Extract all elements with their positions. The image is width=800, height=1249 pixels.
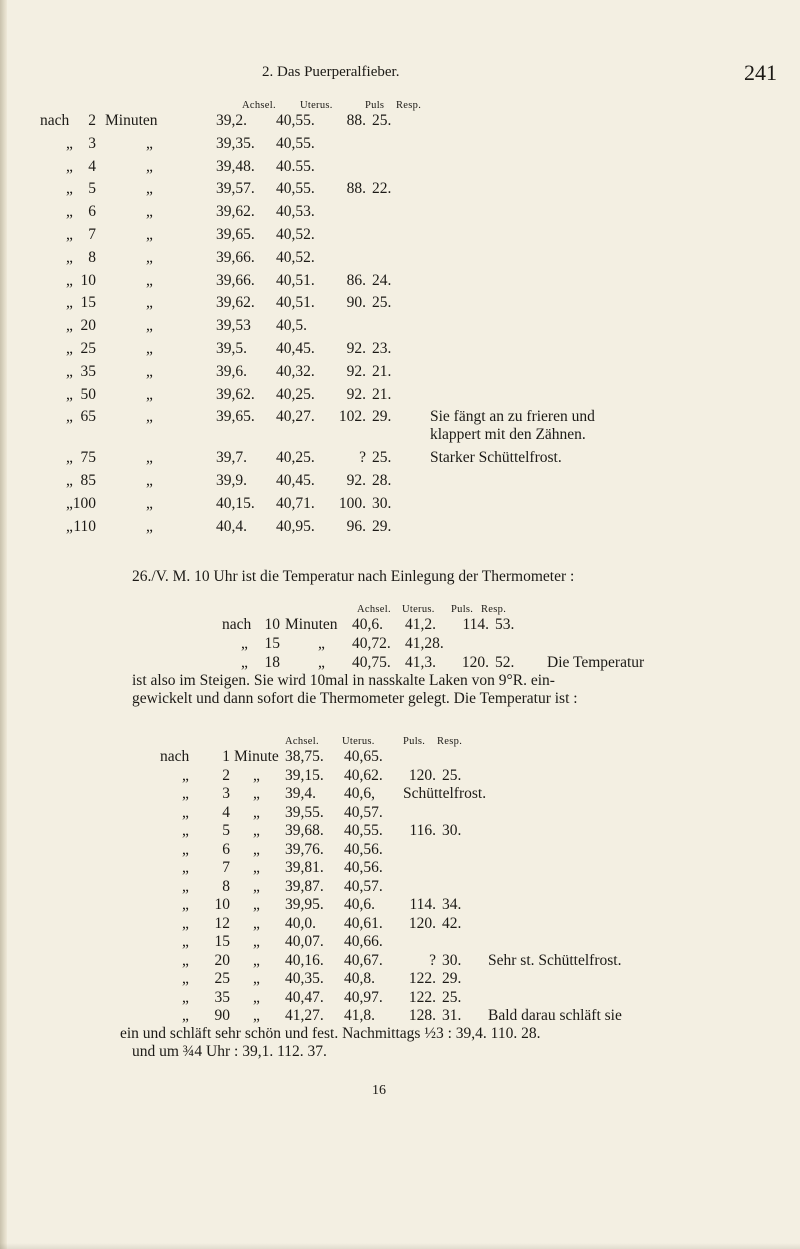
cell-achsel: 39,9. — [216, 472, 247, 489]
cell-achsel: 39,65. — [216, 226, 255, 243]
cell-resp: 29. — [372, 517, 392, 535]
cell-achsel: 39,15. — [285, 766, 324, 784]
row-minutes: 2 — [88, 112, 96, 129]
cell-uterus: 40,51. — [276, 294, 315, 312]
cell-uterus: 40,53. — [276, 203, 315, 221]
cell-achsel: 39,7. — [216, 449, 247, 467]
cell-uterus: 40,51. — [276, 271, 315, 289]
row-prefix: „ — [182, 840, 189, 858]
row-minutes: 7 — [222, 859, 230, 876]
row-unit: „ — [146, 294, 153, 312]
cell-uterus: 40.55. — [276, 157, 315, 175]
cell-achsel: 39,53 — [216, 317, 251, 335]
cell-puls: 90. — [346, 294, 366, 312]
cell-uterus: 40,97. — [344, 988, 383, 1006]
cell-uterus: 40,67. — [344, 951, 383, 969]
signature-mark: 16 — [372, 1083, 386, 1098]
t1-col-resp: Resp. — [396, 100, 422, 111]
cell-puls: 114. — [462, 616, 489, 633]
cell-resp: 25. — [442, 988, 462, 1006]
cell-uterus: 40,45. — [276, 340, 315, 357]
row-minutes: 50 — [80, 385, 96, 403]
cell-resp: 28. — [372, 472, 392, 489]
cell-achsel: 39,5. — [216, 340, 247, 357]
row-unit: „ — [146, 203, 153, 221]
row-unit: „ — [146, 317, 153, 335]
cell-uterus: 40,6. — [344, 896, 375, 913]
cell-puls: 92. — [346, 362, 366, 380]
cell-resp: 52. — [495, 654, 515, 671]
cell-resp: 21. — [372, 362, 392, 380]
cell-uterus: 40,95. — [276, 517, 315, 535]
row-unit: „ — [146, 472, 153, 489]
cell-achsel: 39,62. — [216, 294, 255, 312]
row-minutes: 65 — [80, 408, 96, 426]
row-minutes: 3 — [88, 134, 96, 152]
cell-puls: 114. — [409, 896, 436, 913]
cell-puls: 120. — [408, 766, 436, 784]
row-prefix: „ — [66, 180, 73, 198]
row-unit: Minuten — [285, 616, 338, 633]
row-unit: „ — [146, 134, 153, 152]
cell-uterus: 40,62. — [344, 766, 383, 784]
row-prefix: „ — [182, 896, 189, 913]
row-minutes: 35 — [214, 988, 230, 1006]
t2-col-puls: Puls. — [451, 604, 474, 615]
row-unit: „ — [253, 859, 260, 876]
t1-col-uterus: Uterus. — [300, 100, 333, 111]
t1-col-achsel: Achsel. — [242, 100, 276, 111]
cell-resp: 34. — [442, 896, 462, 913]
row-prefix: „ — [66, 203, 73, 221]
page-shadow — [0, 1243, 800, 1249]
cell-note-continued: klappert mit den Zähnen. — [430, 426, 586, 444]
row-prefix: „ — [182, 914, 189, 932]
row-minutes: 20 — [80, 317, 96, 335]
row-unit: „ — [253, 803, 260, 821]
cell-puls: 92. — [346, 472, 366, 489]
cell-resp: 29. — [442, 970, 462, 987]
cell-achsel: 39,68. — [285, 822, 324, 839]
row-prefix: „ — [66, 408, 73, 426]
row-unit: Minute — [234, 748, 279, 765]
cell-achsel: 39,2. — [216, 112, 247, 129]
cell-uterus: 40,52. — [276, 226, 315, 243]
cell-uterus: 40,25. — [276, 449, 315, 467]
cell-uterus: 40,32. — [276, 362, 315, 380]
row-prefix: „ — [66, 517, 73, 535]
row-prefix: „ — [182, 970, 189, 987]
cell-puls: 96. — [346, 517, 366, 535]
cell-achsel: 38,75. — [285, 748, 324, 765]
row-prefix: „ — [182, 803, 189, 821]
t3-col-puls: Puls. — [403, 736, 426, 747]
cell-resp: 53. — [495, 616, 515, 633]
cell-achsel: 39,48. — [216, 157, 255, 175]
t2-col-uterus: Uterus. — [402, 604, 435, 615]
cell-uterus: 40,5. — [276, 317, 307, 335]
row-unit: „ — [146, 180, 153, 198]
cell-puls: 128. — [408, 1007, 436, 1024]
cell-achsel: 39,66. — [216, 271, 255, 289]
row-prefix: „ — [66, 157, 73, 175]
cell-puls: ? — [429, 951, 436, 969]
cell-resp: 25. — [372, 294, 392, 312]
cell-resp: 30. — [442, 951, 462, 969]
row-minutes: 90 — [214, 1007, 230, 1024]
row-prefix: „ — [66, 226, 73, 243]
cell-uterus: 40,8. — [344, 970, 375, 987]
cell-note: Sehr st. Schüttelfrost. — [488, 951, 622, 969]
cell-achsel: 39,62. — [216, 203, 255, 221]
cell-resp: 25. — [372, 112, 392, 129]
cell-achsel: 39,6. — [216, 362, 247, 380]
row-unit: „ — [253, 1007, 260, 1024]
cell-tail: Die Temperatur — [547, 654, 645, 671]
cell-puls: 92. — [346, 385, 366, 403]
row-minutes: 3 — [222, 785, 230, 802]
row-minutes: 6 — [88, 203, 96, 221]
row-minutes: 75 — [80, 449, 96, 467]
row-prefix: „ — [66, 362, 73, 380]
row-minutes: 7 — [88, 226, 96, 243]
row-minutes: 10 — [214, 896, 230, 913]
row-minutes: 18 — [264, 654, 280, 671]
cell-puls: 86. — [346, 271, 366, 289]
row-prefix: „ — [182, 951, 189, 969]
row-minutes: 8 — [88, 248, 96, 266]
row-prefix: „ — [182, 1007, 189, 1024]
cell-puls: 116. — [409, 822, 436, 839]
row-unit: „ — [146, 248, 153, 266]
running-header: 2. Das Puerperalfieber. — [262, 64, 400, 80]
cell-resp: 29. — [372, 408, 392, 426]
row-unit: „ — [253, 766, 260, 784]
cell-uterus: 40,56. — [344, 840, 383, 858]
row-minutes: 4 — [222, 803, 230, 821]
row-unit: „ — [146, 385, 153, 403]
cell-uterus: 40,27. — [276, 408, 315, 426]
cell-note: Starker Schüttelfrost. — [430, 449, 562, 467]
cell-resp: 25. — [372, 449, 392, 467]
cell-resp: 24. — [372, 271, 392, 289]
row-unit: „ — [146, 449, 153, 467]
cell-puls: 102. — [338, 408, 366, 426]
cell-achsel: 39,55. — [285, 803, 324, 821]
row-prefix: „ — [241, 654, 248, 671]
row-prefix: „ — [182, 988, 189, 1006]
row-unit: „ — [253, 951, 260, 969]
cell-achsel: 41,27. — [285, 1007, 324, 1024]
row-prefix: „ — [182, 766, 189, 784]
cell-puls: 120. — [461, 654, 489, 671]
row-minutes: 2 — [222, 766, 230, 784]
cell-achsel: 39,66. — [216, 248, 255, 266]
cell-uterus: 41,3. — [405, 654, 436, 671]
row-minutes: 4 — [88, 157, 96, 175]
cell-puls: 88. — [346, 112, 366, 129]
row-minutes: 10 — [80, 271, 96, 289]
cell-uterus: 40,57. — [344, 803, 383, 821]
cell-uterus: 41,8. — [344, 1007, 375, 1024]
cell-achsel: 40,75. — [352, 654, 391, 671]
cell-achsel: 39,81. — [285, 859, 324, 876]
row-minutes: 12 — [214, 914, 230, 932]
row-minutes: 5 — [222, 822, 230, 839]
row-unit: „ — [146, 494, 153, 512]
cell-note: Bald darau schläft sie — [488, 1007, 622, 1024]
cell-achsel: 39,76. — [285, 840, 324, 858]
cell-uterus: 40,57. — [344, 877, 383, 895]
cell-uterus: 40,45. — [276, 472, 315, 489]
paragraph-2-line-1: ist also im Steigen. Sie wird 10mal in nasskalte Laken von 9°R. ein- — [132, 672, 555, 689]
cell-achsel: 40,4. — [216, 517, 247, 535]
cell-resp: 30. — [442, 822, 462, 839]
cell-uterus: 40,25. — [276, 385, 315, 403]
cell-achsel: 39,57. — [216, 180, 255, 198]
row-unit: „ — [253, 970, 260, 987]
row-unit: „ — [253, 840, 260, 858]
cell-achsel: 39,62. — [216, 385, 255, 403]
row-minutes: 100 — [72, 494, 96, 512]
row-minutes: 15 — [214, 933, 230, 950]
cell-uterus: 40,55. — [344, 822, 383, 839]
t3-col-resp: Resp. — [437, 736, 463, 747]
row-unit: „ — [318, 654, 325, 671]
cell-resp: 42. — [442, 914, 462, 932]
row-unit: „ — [253, 822, 260, 839]
cell-resp: 31. — [442, 1007, 462, 1024]
row-unit: „ — [146, 362, 153, 380]
cell-note: Schüttelfrost. — [403, 785, 487, 802]
row-prefix: „ — [66, 340, 73, 357]
cell-uterus: 40,66. — [344, 933, 383, 950]
row-minutes: 6 — [222, 840, 230, 858]
row-minutes: 25 — [80, 340, 96, 357]
cell-achsel: 39,4. — [285, 785, 316, 802]
cell-achsel: 40,6. — [352, 616, 383, 633]
row-unit: „ — [146, 340, 153, 357]
row-unit: „ — [253, 877, 260, 895]
row-minutes: 35 — [80, 362, 96, 380]
paragraph-2-line-2: gewickelt und dann sofort die Thermometer gelegt. Die Temperatur ist : — [132, 690, 578, 707]
row-minutes: 5 — [88, 180, 96, 198]
row-minutes: 85 — [80, 472, 96, 489]
row-unit: „ — [253, 988, 260, 1006]
row-unit: Minuten — [105, 112, 158, 129]
row-minutes: 8 — [222, 877, 230, 895]
cell-resp: 22. — [372, 180, 392, 198]
cell-resp: 30. — [372, 494, 392, 512]
row-prefix: „ — [66, 472, 73, 489]
t3-col-achsel: Achsel. — [285, 736, 319, 747]
cell-uterus: 40,55. — [276, 112, 315, 129]
cell-puls: 122. — [408, 988, 436, 1006]
cell-achsel: 40,07. — [285, 933, 324, 950]
cell-puls: 88. — [346, 180, 366, 198]
row-prefix: „ — [66, 317, 73, 335]
cell-uterus: 41,2. — [405, 616, 436, 633]
page-number: 241 — [744, 60, 777, 85]
cell-achsel: 39,65. — [216, 408, 255, 426]
t1-col-puls: Puls — [365, 100, 385, 111]
row-prefix: „ — [66, 449, 73, 467]
t2-col-achsel: Achsel. — [357, 604, 391, 615]
row-prefix: „ — [66, 271, 73, 289]
cell-resp: 21. — [372, 385, 392, 403]
row-prefix: „ — [182, 877, 189, 895]
cell-puls: 92. — [346, 340, 366, 357]
page-edge — [0, 0, 7, 1249]
row-unit: „ — [146, 271, 153, 289]
row-prefix: „ — [182, 822, 189, 839]
cell-achsel: 39,35. — [216, 134, 255, 152]
row-prefix: „ — [66, 248, 73, 266]
row-unit: „ — [318, 635, 325, 652]
cell-uterus: 40,52. — [276, 248, 315, 266]
cell-puls: 122. — [408, 970, 436, 987]
cell-achsel: 39,87. — [285, 877, 324, 895]
cell-puls: ? — [359, 449, 366, 467]
row-prefix: „ — [182, 933, 189, 950]
paragraph-1: 26./V. M. 10 Uhr ist die Temperatur nach Einlegung der Thermometer : — [132, 568, 575, 585]
cell-achsel: 40,72. — [352, 635, 391, 652]
cell-puls: 120. — [408, 914, 436, 932]
row-prefix: „ — [182, 859, 189, 876]
row-prefix: nach — [222, 616, 252, 633]
row-minutes: 20 — [214, 951, 230, 969]
cell-achsel: 39,95. — [285, 896, 324, 913]
row-unit: „ — [253, 896, 260, 913]
row-prefix: nach — [160, 748, 190, 765]
row-minutes: 1 — [222, 748, 230, 765]
cell-achsel: 40,0. — [285, 914, 316, 932]
paragraph-3-line-2: und um ¾4 Uhr : 39,1. 112. 37. — [132, 1043, 327, 1060]
row-prefix: „ — [182, 785, 189, 802]
row-minutes: 15 — [264, 635, 280, 652]
paragraph-3-line-1: ein und schläft sehr schön und fest. Nachmittags ½3 : 39,4. 110. 28. — [120, 1025, 541, 1042]
row-minutes: 15 — [80, 294, 96, 312]
cell-resp: 23. — [372, 340, 392, 357]
cell-resp: 25. — [442, 766, 462, 784]
row-unit: „ — [253, 785, 260, 802]
cell-achsel: 40,47. — [285, 988, 324, 1006]
cell-uterus: 40,56. — [344, 859, 383, 876]
row-prefix: „ — [66, 294, 73, 312]
cell-uterus: 40,55. — [276, 180, 315, 198]
row-prefix: „ — [241, 635, 248, 652]
row-minutes: 10 — [264, 616, 280, 633]
row-prefix: „ — [66, 385, 73, 403]
cell-puls: 100. — [338, 494, 366, 512]
cell-uterus: 41,28. — [405, 635, 444, 652]
cell-uterus: 40,61. — [344, 914, 383, 932]
row-prefix: „ — [66, 494, 73, 512]
row-unit: „ — [253, 933, 260, 950]
cell-achsel: 40,15. — [216, 494, 255, 512]
cell-uterus: 40,65. — [344, 748, 383, 765]
row-prefix: nach — [40, 112, 70, 129]
t3-col-uterus: Uterus. — [342, 736, 375, 747]
cell-achsel: 40,35. — [285, 970, 324, 987]
row-minutes: 110 — [73, 517, 96, 535]
row-unit: „ — [146, 157, 153, 175]
row-minutes: 25 — [214, 970, 230, 987]
row-unit: „ — [146, 517, 153, 535]
cell-uterus: 40,6, — [344, 785, 375, 802]
cell-achsel: 40,16. — [285, 951, 324, 969]
t2-col-resp: Resp. — [481, 604, 507, 615]
cell-uterus: 40,71. — [276, 494, 315, 512]
cell-uterus: 40,55. — [276, 134, 315, 152]
row-prefix: „ — [66, 134, 73, 152]
row-unit: „ — [146, 226, 153, 243]
row-unit: „ — [146, 408, 153, 426]
cell-note: Sie fängt an zu frieren und — [430, 408, 595, 426]
row-unit: „ — [253, 914, 260, 932]
